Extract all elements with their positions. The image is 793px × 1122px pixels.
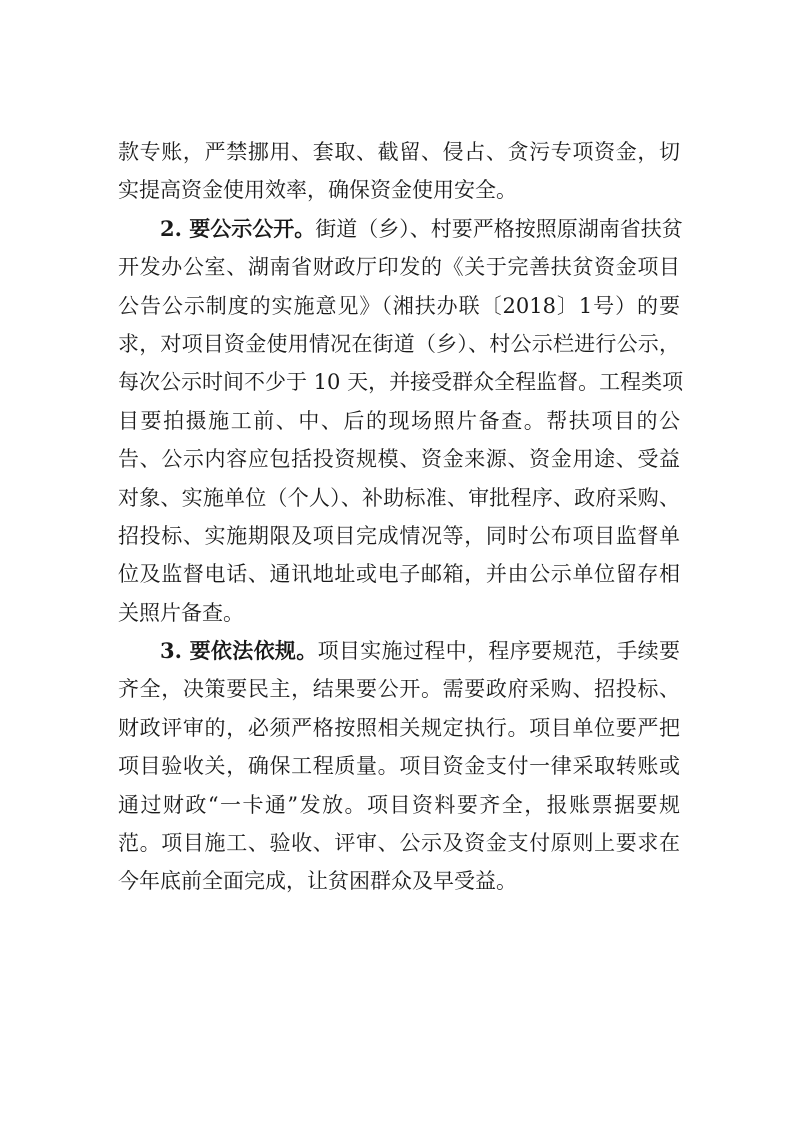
text-line: 求，对项目资金使用情况在街道（乡）、村公示栏进行公示， bbox=[118, 331, 680, 356]
text-line: 告、公示内容应包括投资规模、资金来源、资金用途、受益 bbox=[118, 447, 680, 472]
document-body bbox=[118, 133, 684, 901]
text-line: 齐全，决策要民主，结果要公开。需要政府采购、招投标、 bbox=[118, 677, 680, 702]
text-run: 街道（乡）、村要严格按照原湖南省扶贫 bbox=[315, 216, 683, 241]
paragraph-3 bbox=[118, 632, 680, 901]
text-line: 项目验收关，确保工程质量。项目资金支付一律采取转账或 bbox=[118, 754, 680, 779]
text-line: 每次公示时间不少于 10 天，并接受群众全程监督。工程类项 bbox=[118, 370, 684, 395]
text-line: 位及监督电话、通讯地址或电子邮箱，并由公示单位留存相 bbox=[118, 562, 680, 587]
text-line: 通过财政“一卡通”发放。项目资料要齐全，报账票据要规 bbox=[118, 792, 680, 817]
text-line: 实提高资金使用效率，确保资金使用安全。 bbox=[118, 178, 517, 203]
text-line: 对象、实施单位（个人）、补助标准、审批程序、政府采购、 bbox=[118, 485, 680, 510]
text-line: 财政评审的，必须严格按照相关规定执行。项目单位要严把 bbox=[118, 715, 680, 740]
text-line bbox=[118, 632, 680, 670]
paragraph-2 bbox=[118, 210, 684, 632]
text-line: 范。项目施工、验收、评审、公示及资金支付原则上要求在 bbox=[118, 831, 680, 856]
text-line bbox=[118, 210, 683, 248]
text-line: 目要拍摄施工前、中、后的现场照片备查。帮扶项目的公 bbox=[118, 408, 680, 433]
text-line: 开发办公室、湖南省财政厅印发的《关于完善扶贫资金项目 bbox=[118, 255, 680, 280]
text-line: 公告公示制度的实施意见》（湘扶办联〔2018〕1号）的要 bbox=[118, 293, 680, 318]
text-line: 款专账，严禁挪用、套取、截留、侵占、贪污专项资金，切 bbox=[118, 140, 680, 164]
text-line: 今年底前全面完成，让贫困群众及早受益。 bbox=[118, 869, 517, 894]
section-heading: 3. 要依法依规。 bbox=[160, 638, 318, 664]
paragraph-1 bbox=[118, 133, 680, 210]
text-run: 项目实施过程中，程序要规范，手续要 bbox=[317, 639, 681, 664]
section-heading: 2. 要公示公开。 bbox=[160, 215, 316, 241]
text-line: 关照片备查。 bbox=[118, 600, 244, 625]
text-line: 招投标、实施期限及项目完成情况等，同时公布项目监督单 bbox=[118, 523, 680, 548]
